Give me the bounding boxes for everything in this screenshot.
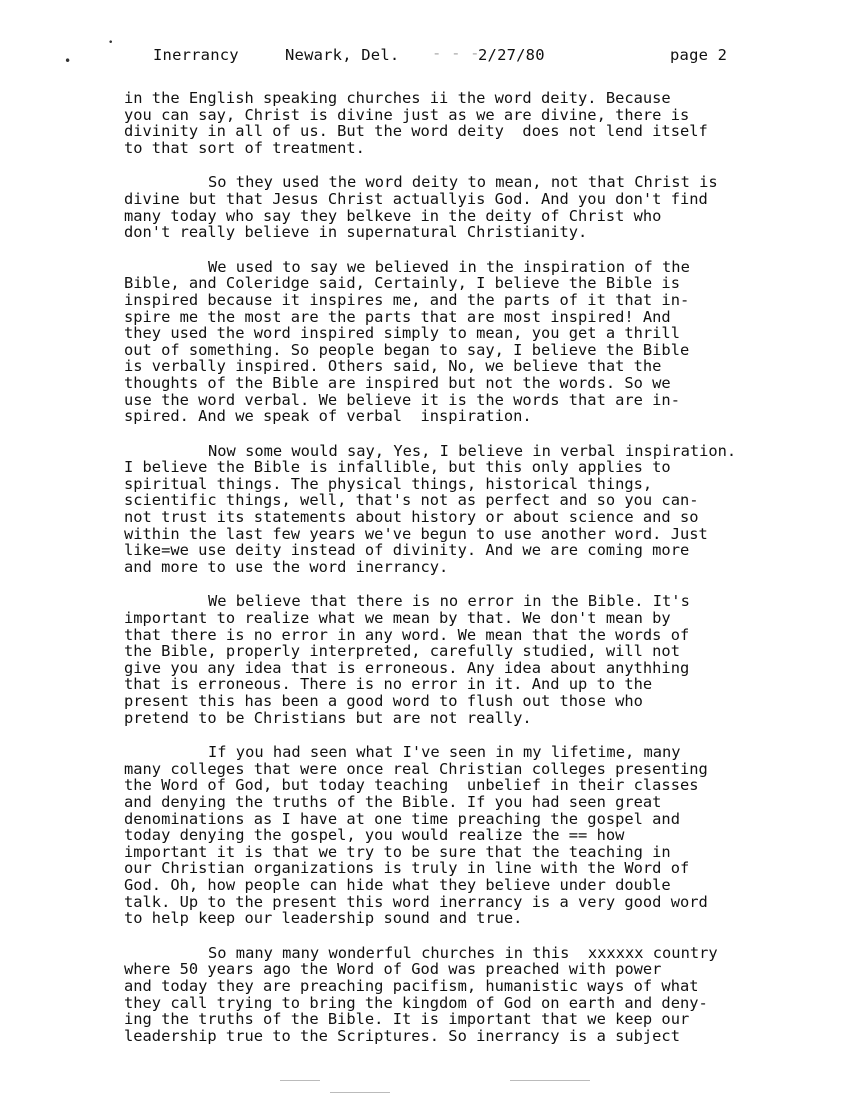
margin-mark: • [64,54,72,68]
text-line: We used to say we believed in the inspiration of the [208,257,690,276]
paragraph [124,744,814,927]
text-line: where 50 years ago the Word of God was preached with power [124,960,662,979]
text-line: use the word verbal. We believe it is the words that are in- [124,390,680,409]
text-line: important it is that we try to be sure that the teaching in [124,842,671,861]
page-header [0,46,847,68]
text-line: spire me the most are the parts that are most inspired! And [124,307,671,326]
document-place: Newark, Del. [285,46,400,64]
text-line: not trust its statements about history or about science and so [124,508,699,527]
text-line: out of something. So people began to say, I believe the Bible [124,340,690,359]
document-body [124,90,814,1062]
text-line: the Bible, properly interpreted, carefully studied, will not [124,642,680,661]
text-line: Now some would say, Yes, I believe in verbal inspiration. [208,441,737,460]
text-line: scientific things, well, that's not as perfect and so you can- [124,491,699,510]
paragraph [124,174,814,240]
text-line: many colleges that were once real Christian colleges presenting [124,759,708,778]
text-line: within the last few years we've begun to use another word. Just [124,524,708,543]
text-line: and today they are preaching pacifism, humanistic ways of what [124,976,699,995]
text-line: spiritual things. The physical things, historical things, [124,474,653,493]
text-line: and denying the truths of the Bible. If you had seen great [124,792,662,811]
paragraph [124,945,814,1045]
text-line: in the English speaking churches ii the word deity. Because [124,89,671,107]
text-line: don't really believe in supernatural Christianity. [124,223,588,242]
margin-mark: • [108,38,114,48]
text-line: to that sort of treatment. [124,138,365,157]
paragraph [124,90,814,156]
scan-artifact: - - - [432,44,480,62]
paragraph [124,259,814,425]
text-line: important to realize what we mean by that. We don't mean by [124,609,671,628]
text-line: Bible, and Coleridge said, Certainly, I believe the Bible is [124,274,680,293]
text-line: the Word of God, but today teaching unbelief in their classes [124,776,699,795]
text-line: present this has been a good word to flush out those who [124,692,643,710]
text-line: is verbally inspired. Others said, No, we believe that the [124,357,662,376]
scan-artifact [330,1092,390,1093]
text-line: you can say, Christ is divine just as we are divine, there is [124,105,690,124]
text-line: like=we use deity instead of divinity. And we are coming more [124,541,690,560]
text-line: divinity in all of us. But the word deity does not lend itself [124,122,708,141]
text-line: today denying the gospel, you would realize the == how [124,826,625,845]
text-line: So many many wonderful churches in this xxxxxx country [208,943,718,962]
text-line: that there is no error in any word. We mean that the words of [124,625,690,644]
text-line: that is erroneous. There is no error in it. And up to the [124,675,653,694]
text-line: divine but that Jesus Christ actuallyis God. And you don't find [124,189,708,208]
text-line: God. Oh, how people can hide what they believe under double [124,875,671,894]
text-line: thoughts of the Bible are inspired but not the words. So we [124,373,671,392]
text-line: We believe that there is no error in the Bible. It's [208,592,690,611]
text-line: spired. And we speak of verbal inspiration. [124,407,532,426]
text-line: I believe the Bible is infallible, but this only applies to [124,458,671,477]
paragraph [124,443,814,576]
text-line: pretend to be Christians but are not really. [124,708,532,727]
text-line: So they used the word deity to mean, not that Christ is [208,173,718,192]
paragraph [124,593,814,726]
text-line: and more to use the word inerrancy. [124,557,449,576]
page-number: page 2 [670,46,728,64]
text-line: If you had seen what I've seen in my lifetime, many [208,743,681,762]
scan-artifact [280,1080,320,1081]
text-line: many today who say they belkeve in the deity of Christ who [124,206,662,225]
document-date: 2/27/80 [478,46,545,64]
scan-artifact [510,1080,590,1081]
text-line: give you any idea that is erroneous. Any idea about anythhing [124,658,690,677]
text-line: they used the word inspired simply to mean, you get a thrill [124,324,680,343]
text-line: denominations as I have at one time preaching the gospel and [124,809,680,828]
text-line: inspired because it inspires me, and the parts of it that in- [124,290,690,309]
text-line: leadership true to the Scriptures. So inerrancy is a subject [124,1026,680,1045]
document-title: Inerrancy [153,46,239,64]
text-line: to help keep our leadership sound and true. [124,909,523,928]
text-line: talk. Up to the present this word inerrancy is a very good word [124,892,708,911]
text-line: ing the truths of the Bible. It is important that we keep our [124,1010,690,1029]
text-line: our Christian organizations is truly in line with the Word of [124,859,690,878]
text-line: they call trying to bring the kingdom of God on earth and deny- [124,993,708,1012]
